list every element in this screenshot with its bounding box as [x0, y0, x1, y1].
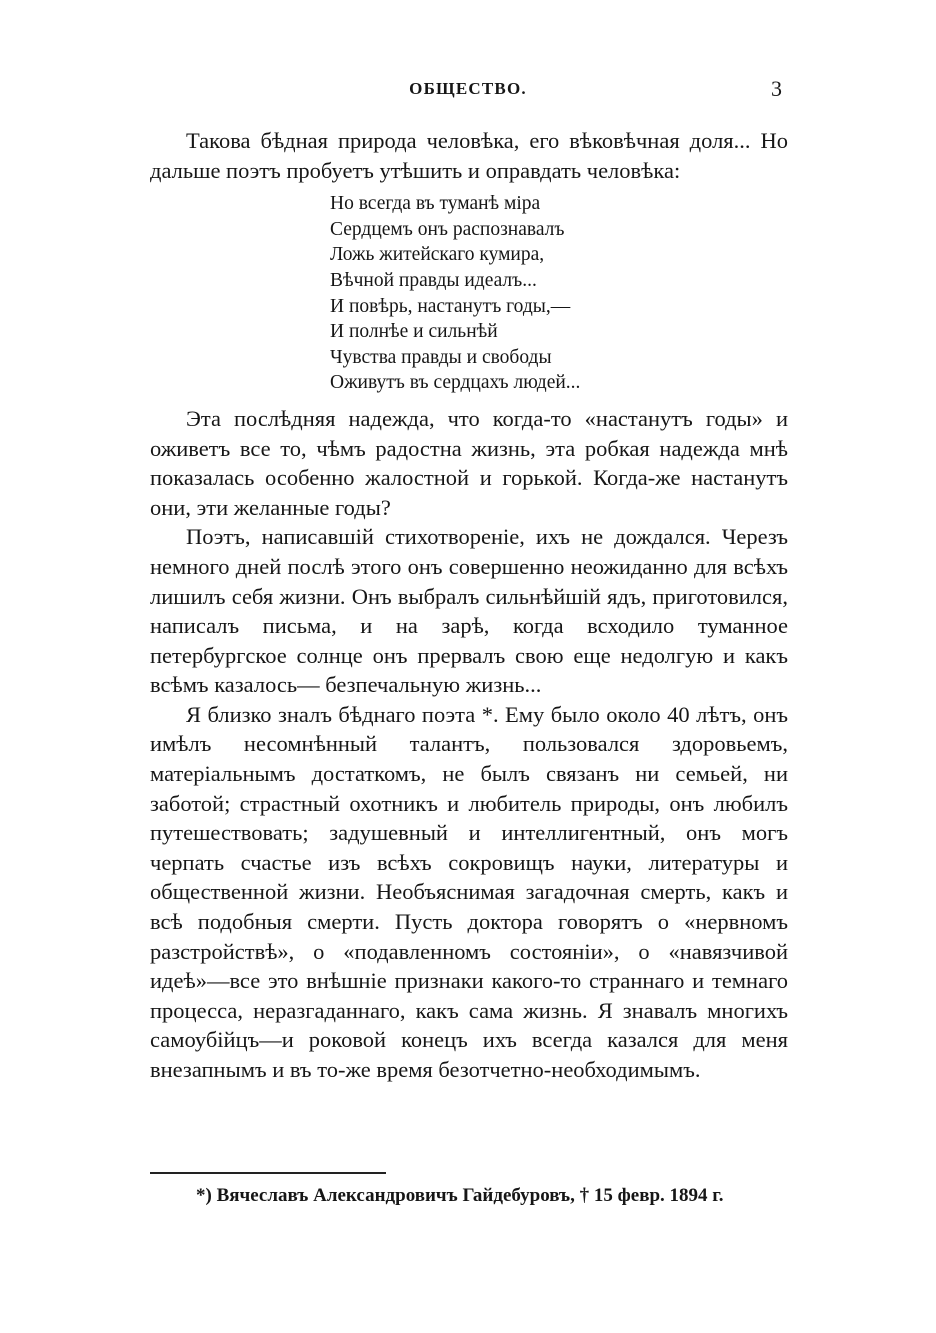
verse-line: Но всегда въ туманѣ міра: [330, 193, 541, 215]
verse-line: И повѣрь, настанутъ годы,—: [330, 295, 571, 317]
paragraph-last-hope: Эта послѣдняя надежда, что когда-то «настанутъ годы» и оживетъ все то, чѣмъ радостна жизнь, эта робкая надежда мнѣ показалась особенно жалостной и горькой. Когда-же настанутъ они, эти желанные годы?: [150, 405, 788, 520]
verse-line: Ложь житейскаго кумира,: [330, 244, 545, 266]
footnote: *) Вячеславъ Александровичъ Гайдебуровъ, † 15 февр. 1894 г.: [196, 1185, 724, 1206]
paragraph-intro: Такова бѣдная природа человѣка, его вѣковѣчная доля... Но дальше поэтъ пробуетъ утѣшить и оправдать человѣка:: [150, 128, 788, 183]
verse-line: И полнѣе и сильнѣй: [330, 321, 498, 343]
paragraph-poet-death: Поэтъ, написавшій стихотвореніе, ихъ не дождался. Черезъ немного дней послѣ этого онъ совершенно неожиданно для всѣхъ лишилъ себя жизни. Онъ выбралъ сильнѣйшій ядъ, приготовился, написалъ письма, и на зарѣ, когда всходило туманное петербургское солнце онъ прервалъ свою еще недолгую и какъ всѣмъ казалось— безпечальную жизнь...: [150, 524, 788, 698]
verse-line: Оживутъ въ сердцахъ людей...: [330, 372, 581, 394]
verse-line: Чувства правды и свободы: [330, 346, 552, 368]
running-title: ОБЩЕСТВО.: [409, 79, 527, 98]
body-text: [150, 126, 788, 1085]
paragraph-remembrance: Я близко зналъ бѣднаго поэта *. Ему было около 40 лѣтъ, онъ имѣлъ несомнѣнный талантъ, пользовался здоровьемъ, матеріальнымъ достаткомъ, не былъ связанъ ни семьей, ни заботой; страстный охотникъ и любитель природы, онъ любилъ путешествовать; задушевный и интеллигентный, онъ могъ черпать счастье изъ всѣхъ сокровищъ науки, литературы и общественной жизни. Необъяснимая загадочная смерть, какъ и всѣ подобныя смерти. Пусть доктора говорятъ о «нервномъ разстройствѣ», о «подавленномъ состояніи», о «навязчивой идеѣ»—все это внѣшніе признаки какого-то страннаго и темнаго процесса, неразгаданнаго, какъ сама жизнь. Я знавалъ многихъ самоубійцъ—и роковой конецъ ихъ всегда казался для меня внезапнымъ и въ то-же время безотчетно-необходимымъ.: [150, 701, 788, 1082]
footnote-divider: [150, 1172, 386, 1174]
verse-line: Сердцемъ онъ распознавалъ: [330, 218, 565, 240]
page-number: 3: [771, 76, 782, 101]
running-head: [150, 76, 786, 102]
poem-quote: [330, 191, 788, 396]
verse-line: Вѣчной правды идеалъ...: [330, 269, 537, 291]
